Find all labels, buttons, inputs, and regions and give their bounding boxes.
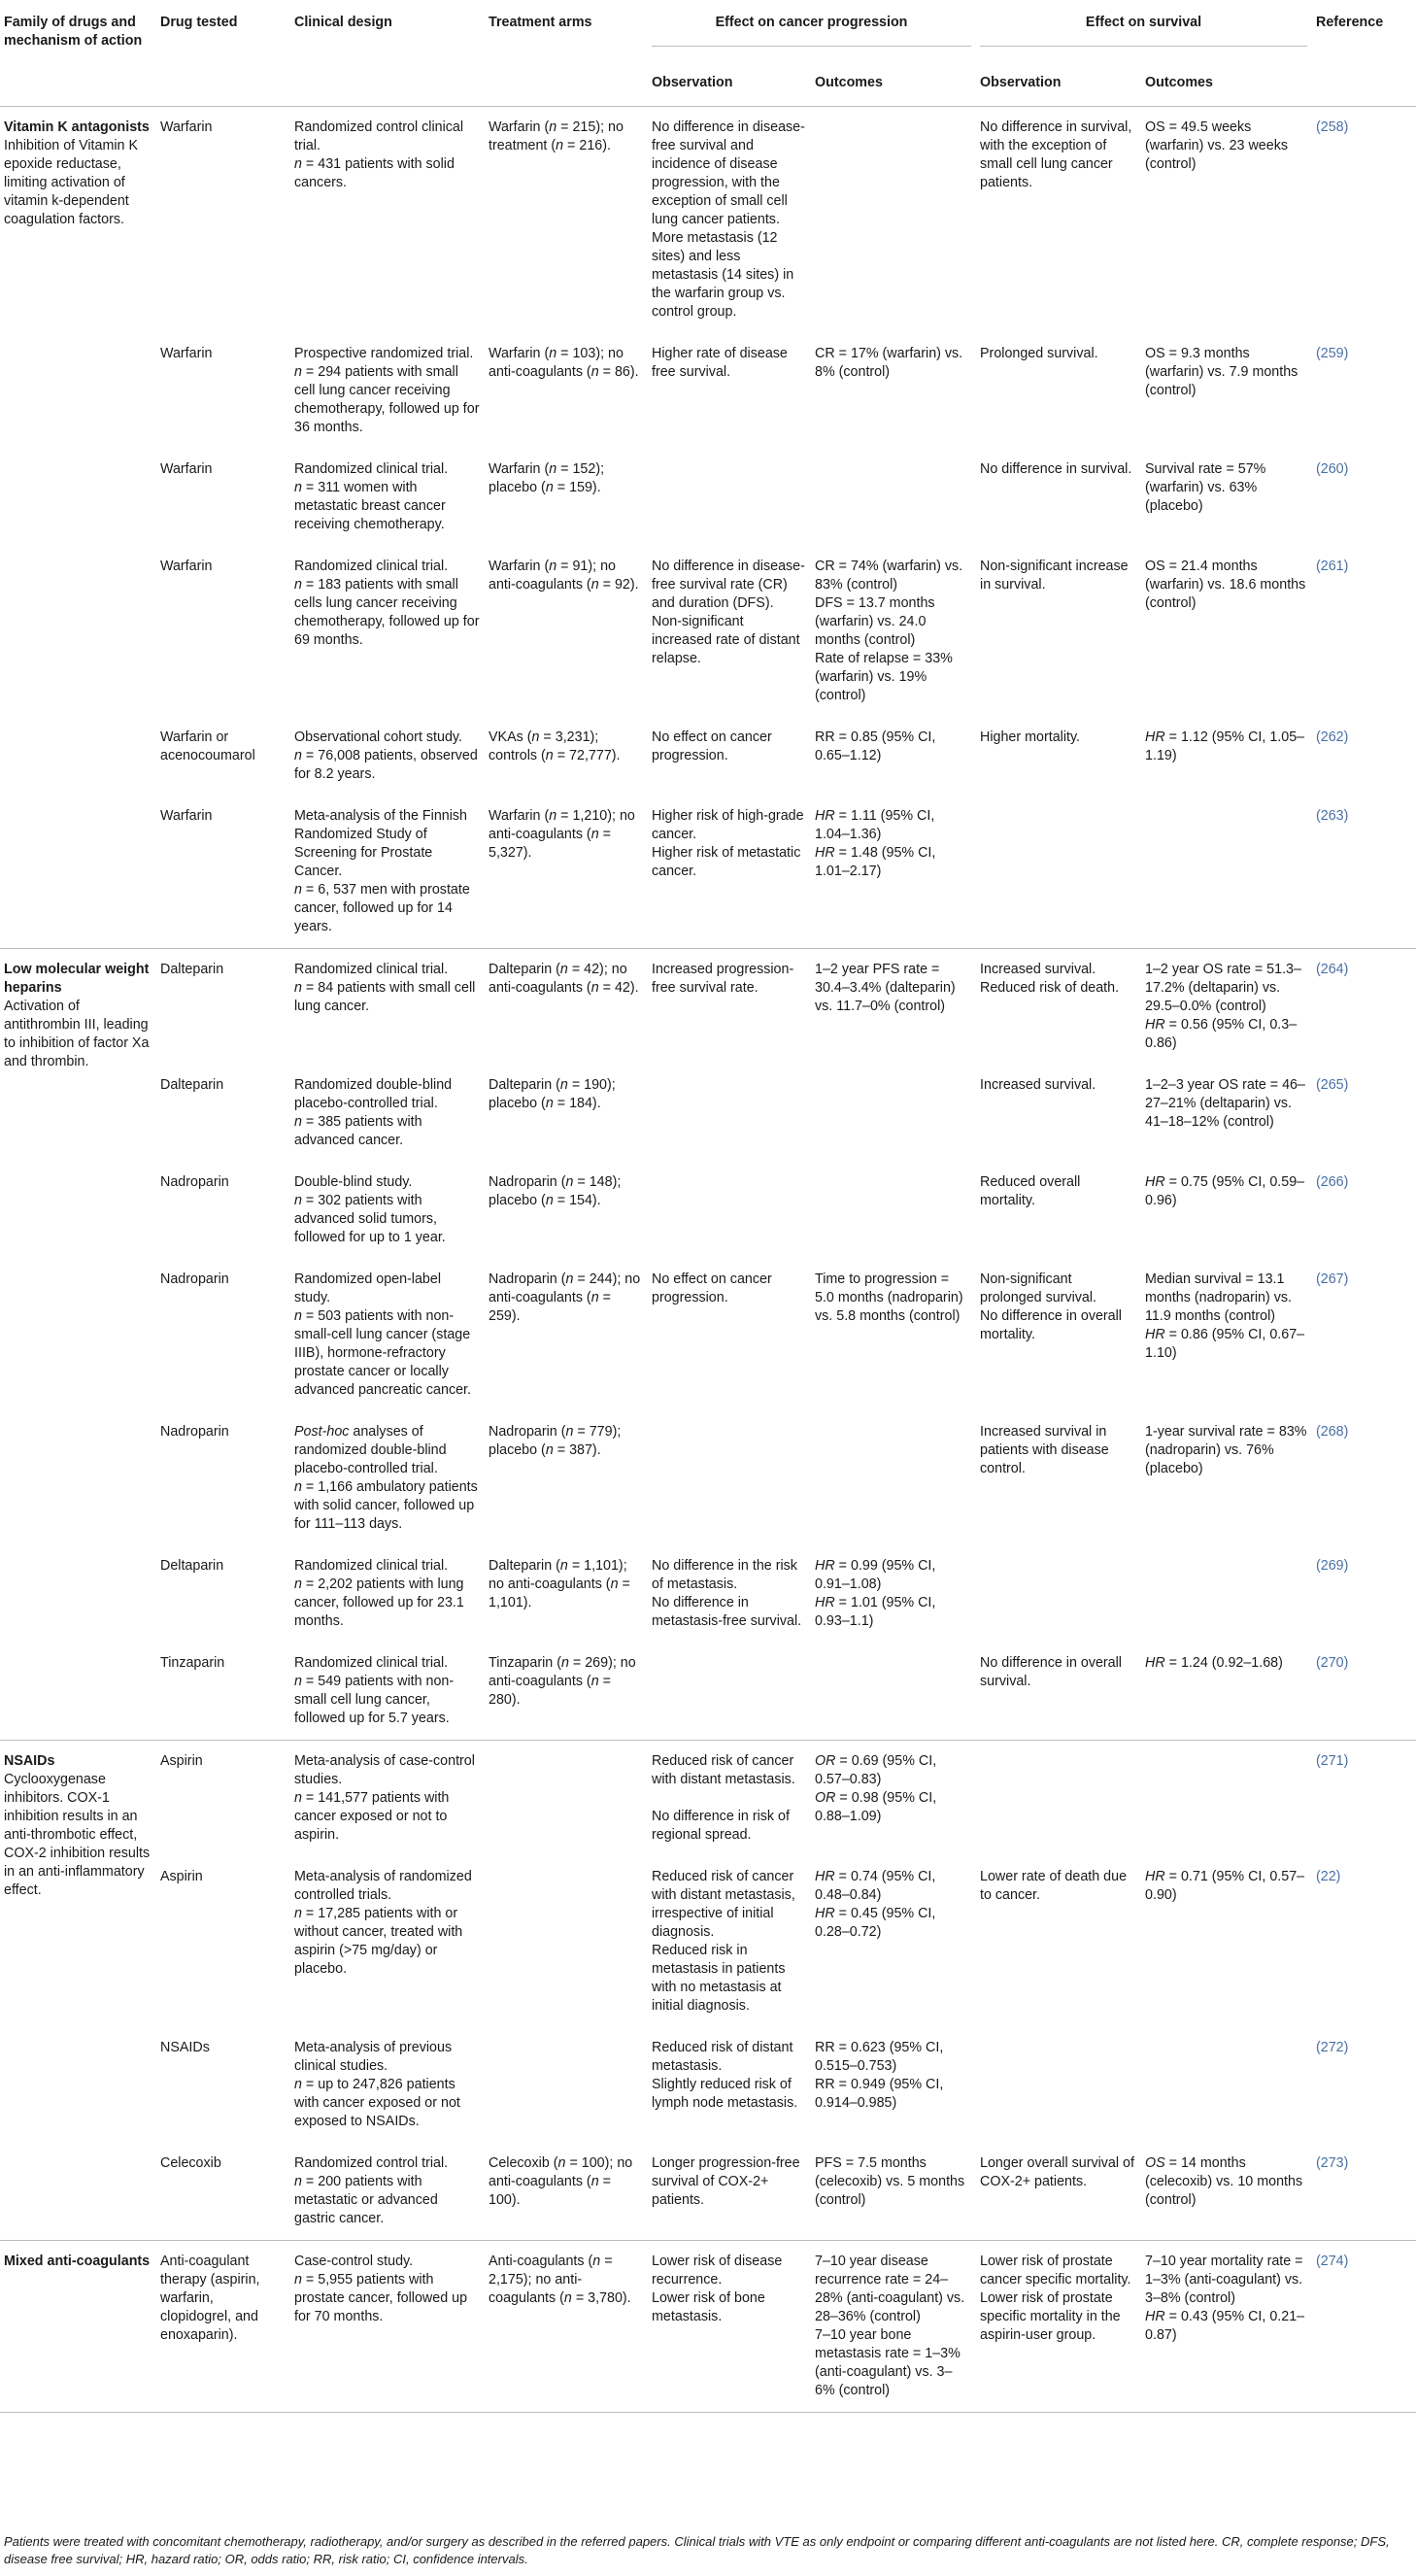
design-cell: Randomized clinical trial. n = 311 women with metastatic breast cancer receiving chemotherapy. — [294, 461, 449, 532]
reference-number[interactable]: (273) — [1316, 2155, 1349, 2171]
header-survival-outcomes: Outcomes — [1145, 60, 1316, 107]
survival-observation-cell — [980, 1545, 1145, 1643]
progression-outcomes-cell: HR = 0.99 (95% CI, 0.91–1.08) HR = 1.01 (95% CI, 0.93–1.1) — [815, 1558, 936, 1629]
survival-outcomes-cell: HR = 1.24 (0.92–1.68) — [1145, 1655, 1283, 1671]
family-cell — [0, 107, 160, 949]
header-progression-observation: Observation — [652, 60, 815, 107]
survival-observation-cell — [980, 796, 1145, 949]
arms-cell — [489, 1856, 652, 2027]
progression-outcomes-cell — [815, 1162, 980, 1259]
survival-observation-cell: No difference in survival. — [980, 461, 1132, 477]
reference-link[interactable] — [1316, 1545, 1416, 1643]
drug-cell: Tinzaparin — [160, 1655, 225, 1671]
reference-link[interactable] — [1316, 1259, 1416, 1411]
design-cell: Randomized double-blind placebo-controlled trial. n = 385 patients with advanced cancer. — [294, 1077, 453, 1148]
survival-observation-cell: Lower risk of prostate cancer specific mortality. Lower risk of prostate specific mortality in the aspirin-user group. — [980, 2241, 1145, 2413]
drug-cell: Aspirin — [160, 1869, 203, 1884]
design-cell: Prospective randomized trial. n = 294 patients with small cell lung cancer receiving chemotherapy, followed up for 36 months. — [294, 346, 480, 435]
progression-outcomes-cell: 1–2 year PFS rate = 30.4–3.4% (dalteparin) vs. 11.7–0% (control) — [815, 949, 980, 1066]
table-body — [0, 107, 1416, 2413]
survival-outcomes-cell: Median survival = 13.1 months (nadroparin) vs. 11.9 months (control) HR = 0.86 (95% CI, 0.67–1.10) — [1145, 1271, 1305, 1361]
family-mechanism: Activation of antithrombin III, leading to inhibition of factor Xa and thrombin. — [4, 999, 150, 1069]
progression-outcomes-cell: OR = 0.69 (95% CI, 0.57–0.83) OR = 0.98 (95% CI, 0.88–1.09) — [815, 1741, 980, 1857]
progression-observation-cell: Lower risk of disease recurrence. Lower risk of bone metastasis. — [652, 2241, 815, 2413]
drug-cell: NSAIDs — [160, 2040, 210, 2055]
drug-cell: Nadroparin — [160, 1174, 229, 1190]
arms-cell: Tinzaparin (n = 269); no anti-coagulants (n = 280). — [489, 1655, 636, 1708]
reference-link[interactable] — [1316, 1065, 1416, 1162]
table-row — [0, 107, 1416, 334]
arms-cell: Dalteparin (n = 42); no anti-coagulants (n = 42). — [489, 949, 652, 1066]
design-cell: Post-hoc analyses of randomized double-blind placebo-controlled trial. n = 1,166 ambulatory patients with solid cancer, followed up for 111–113 days. — [294, 1424, 478, 1532]
reference-link[interactable] — [1316, 796, 1416, 949]
reference-number[interactable]: (260) — [1316, 461, 1349, 477]
survival-outcomes-cell — [1145, 1741, 1316, 1857]
header-design: Clinical design — [294, 0, 489, 107]
progression-outcomes-cell: RR = 0.85 (95% CI, 0.65–1.12) — [815, 729, 936, 763]
reference-number[interactable]: (259) — [1316, 346, 1349, 361]
arms-cell: Nadroparin (n = 148); placebo (n = 154). — [489, 1174, 622, 1208]
survival-outcomes-cell: Survival rate = 57% (warfarin) vs. 63% (placebo) — [1145, 461, 1266, 514]
survival-observation-cell: Increased survival. Reduced risk of death. — [980, 949, 1145, 1066]
design-cell: Randomized clinical trial. n = 2,202 patients with lung cancer, followed up for 23.1 months. — [294, 1558, 464, 1629]
table-row — [0, 1741, 1416, 1857]
design-cell: Case-control study. n = 5,955 patients with prostate cancer, followed up for 70 months. — [294, 2241, 489, 2413]
reference-link[interactable] — [1316, 333, 1416, 449]
design-cell: Randomized clinical trial. n = 84 patients with small cell lung cancer. — [294, 949, 489, 1066]
reference-number[interactable]: (268) — [1316, 1424, 1349, 1440]
design-cell: Meta-analysis of randomized controlled trials. n = 17,285 patients with or without cancer, treated with aspirin (>75 mg/day) or placebo. — [294, 1869, 472, 1977]
survival-observation-cell: Prolonged survival. — [980, 346, 1098, 361]
drug-cell: Warfarin — [160, 808, 213, 824]
progression-observation-cell — [652, 1162, 815, 1259]
arms-cell: Dalteparin (n = 190); placebo (n = 184). — [489, 1077, 616, 1111]
progression-outcomes-cell: Time to progression = 5.0 months (nadroparin) vs. 5.8 months (control) — [815, 1271, 963, 1324]
progression-observation-cell: Reduced risk of cancer with distant metastasis. No difference in risk of regional spread. — [652, 1741, 815, 1857]
table-row — [0, 1643, 1416, 1741]
table-row — [0, 1545, 1416, 1643]
arms-cell: Celecoxib (n = 100); no anti-coagulants (n = 100). — [489, 2155, 633, 2208]
reference-link[interactable] — [1316, 449, 1416, 546]
family-cell — [0, 949, 160, 1741]
design-cell: Randomized control trial. n = 200 patients with metastatic or advanced gastric cancer. — [294, 2155, 449, 2226]
design-cell: Meta-analysis of previous clinical studies. n = up to 247,826 patients with cancer exposed or not exposed to NSAIDs. — [294, 2040, 460, 2129]
family-name: Mixed anti-coagulants — [4, 2254, 151, 2269]
survival-observation-cell: No difference in survival, with the exception of small cell lung cancer patients. — [980, 119, 1132, 190]
arms-cell — [489, 2027, 652, 2143]
survival-observation-cell: Longer overall survival of COX-2+ patients. — [980, 2155, 1134, 2189]
design-cell: Meta-analysis of the Finnish Randomized Study of Screening for Prostate Cancer. n = 6, 537 men with prostate cancer, followed up for 14 years. — [294, 808, 470, 934]
arms-cell: Warfarin (n = 1,210); no anti-coagulants (n = 5,327). — [489, 808, 635, 861]
design-cell: Randomized open-label study. n = 503 patients with non-small-cell lung cancer (stage IIIB), hormone-refractory prostate cancer or locally advanced pancreatic cancer. — [294, 1271, 472, 1398]
design-cell: Observational cohort study. n = 76,008 patients, observed for 8.2 years. — [294, 729, 478, 782]
design-cell: Randomized clinical trial. n = 183 patients with small cells lung cancer receiving chemotherapy, followed up for 69 months. — [294, 559, 480, 648]
survival-observation-cell: Higher mortality. — [980, 729, 1081, 745]
design-cell: Randomized control clinical trial. n = 431 patients with solid cancers. — [294, 119, 464, 190]
drug-cell: Warfarin — [160, 346, 213, 361]
survival-outcomes-cell: 1–2 year OS rate = 51.3–17.2% (deltaparin) vs. 29.5–0.0% (control) HR = 0.56 (95% CI, 0.3–0.86) — [1145, 949, 1316, 1066]
reference-number[interactable]: (265) — [1316, 1077, 1349, 1093]
table-row — [0, 449, 1416, 546]
reference-link[interactable] — [1316, 717, 1416, 796]
reference-number[interactable]: (267) — [1316, 1271, 1349, 1287]
arms-cell: Warfarin (n = 103); no anti-coagulants (n = 86). — [489, 346, 639, 380]
survival-outcomes-cell: HR = 0.75 (95% CI, 0.59–0.96) — [1145, 1174, 1305, 1208]
reference-link[interactable] — [1316, 107, 1416, 334]
survival-outcomes-cell: OS = 21.4 months (warfarin) vs. 18.6 months (control) — [1145, 559, 1306, 611]
header-progression-outcomes: Outcomes — [815, 60, 980, 107]
reference-link[interactable] — [1316, 2027, 1416, 2143]
progression-observation-cell: Longer progression-free survival of COX-2+ patients. — [652, 2155, 800, 2208]
progression-outcomes-cell: 7–10 year disease recurrence rate = 24–28% (anti-coagulant) vs. 28–36% (control) 7–10 year bone metastasis rate = 1–3% (anti-coagulant) vs. 3–6% (control) — [815, 2241, 980, 2413]
survival-observation-cell: Increased survival. — [980, 1077, 1096, 1093]
survival-outcomes-cell: 1–2–3 year OS rate = 46–27–21% (deltaparin) vs. 41–18–12% (control) — [1145, 1077, 1305, 1130]
header-survival: Effect on survival — [980, 0, 1316, 60]
progression-observation-cell — [652, 1065, 815, 1162]
progression-observation-cell: No effect on cancer progression. — [652, 1271, 772, 1305]
reference-number[interactable]: (270) — [1316, 1655, 1349, 1671]
survival-observation-cell: Non-significant prolonged survival. No difference in overall mortality. — [980, 1271, 1122, 1342]
family-mechanism: Cyclooxygenase inhibitors. COX-1 inhibition results in an anti-thrombotic effect, COX-2 inhibition results in an anti-inflammatory effect. — [4, 1772, 151, 1898]
progression-outcomes-cell: HR = 0.74 (95% CI, 0.48–0.84) HR = 0.45 (95% CI, 0.28–0.72) — [815, 1869, 936, 1940]
arms-cell: Nadroparin (n = 779); placebo (n = 387). — [489, 1424, 622, 1458]
table-row — [0, 2027, 1416, 2143]
progression-outcomes-cell: CR = 17% (warfarin) vs. 8% (control) — [815, 346, 963, 380]
progression-observation-cell: No difference in disease-free survival and incidence of disease progression, with the exception of small cell lung cancer patients. More metastasis (12 sites) and less metastasis (14 sites) in the warfarin group vs. control group. — [652, 119, 805, 320]
design-cell: Meta-analysis of case-control studies. n = 141,577 patients with cancer exposed or not to aspirin. — [294, 1741, 489, 1857]
reference-number[interactable]: (269) — [1316, 1558, 1349, 1574]
survival-outcomes-cell — [1145, 2027, 1316, 2143]
progression-observation-cell: No difference in the risk of metastasis. No difference in metastasis-free survival. — [652, 1558, 802, 1629]
arms-cell: Dalteparin (n = 1,101); no anti-coagulants (n = 1,101). — [489, 1558, 630, 1610]
family-mechanism: Inhibition of Vitamin K epoxide reductase, limiting activation of vitamin k-dependent coagulation factors. — [4, 138, 139, 227]
drug-cell: Nadroparin — [160, 1424, 229, 1440]
arms-cell: Anti-coagulants (n = 2,175); no anti-coagulants (n = 3,780). — [489, 2241, 652, 2413]
table-row — [0, 1065, 1416, 1162]
table-row — [0, 1259, 1416, 1411]
header-reference: Reference — [1316, 0, 1416, 107]
table-row — [0, 1162, 1416, 1259]
drug-cell: Warfarin — [160, 461, 213, 477]
progression-observation-cell: Higher rate of disease free survival. — [652, 346, 788, 380]
survival-observation-cell: Lower rate of death due to cancer. — [980, 1869, 1128, 1903]
header-arms: Treatment arms — [489, 0, 652, 107]
arms-cell: Warfarin (n = 91); no anti-coagulants (n = 92). — [489, 559, 639, 593]
family-name: NSAIDs — [4, 1753, 55, 1769]
reference-number[interactable]: (263) — [1316, 808, 1349, 824]
drug-cell: Anti-coagulant therapy (aspirin, warfarin, clopidogrel, and enoxaparin). — [160, 2241, 294, 2413]
drug-cell: Warfarin or acenocoumarol — [160, 729, 255, 763]
survival-outcomes-cell: OS = 49.5 weeks (warfarin) vs. 23 weeks (control) — [1145, 119, 1288, 172]
design-cell: Double-blind study. n = 302 patients with advanced solid tumors, followed for up to 1 year. — [294, 1174, 446, 1245]
reference-number[interactable]: (22) — [1316, 1869, 1341, 1884]
table-row — [0, 546, 1416, 717]
reference-link[interactable] — [1316, 1741, 1416, 1857]
drug-cell: Nadroparin — [160, 1271, 229, 1287]
drug-cell: Warfarin — [160, 559, 213, 574]
reference-link[interactable] — [1316, 2143, 1416, 2241]
drug-cell: Celecoxib — [160, 2155, 221, 2171]
design-cell: Randomized clinical trial. n = 549 patients with non-small cell lung cancer, followed up for 5.7 years. — [294, 1655, 455, 1726]
progression-observation-cell — [652, 449, 815, 546]
progression-outcomes-cell: RR = 0.623 (95% CI, 0.515–0.753) RR = 0.949 (95% CI, 0.914–0.985) — [815, 2040, 944, 2111]
survival-observation-cell: No difference in overall survival. — [980, 1655, 1122, 1689]
arms-cell: VKAs (n = 3,231); controls (n = 72,777). — [489, 729, 621, 763]
survival-outcomes-cell: HR = 1.12 (95% CI, 1.05–1.19) — [1145, 729, 1305, 763]
survival-observation-cell: Increased survival in patients with disease control. — [980, 1424, 1109, 1476]
reference-link[interactable] — [1316, 2241, 1416, 2413]
survival-outcomes-cell — [1145, 796, 1316, 949]
progression-outcomes-cell: PFS = 7.5 months (celecoxib) vs. 5 months (control) — [815, 2155, 965, 2208]
survival-outcomes-cell — [1145, 1545, 1316, 1643]
reference-number[interactable]: (262) — [1316, 729, 1349, 745]
table-row — [0, 333, 1416, 449]
progression-observation-cell: No difference in disease-free survival rate (CR) and duration (DFS). Non-significant increased rate of distant relapse. — [652, 559, 805, 666]
progression-outcomes-cell — [815, 449, 980, 546]
reference-number[interactable]: (258) — [1316, 119, 1349, 135]
arms-cell: Nadroparin (n = 244); no anti-coagulants (n = 259). — [489, 1271, 641, 1324]
table-footnote: Patients were treated with concomitant chemotherapy, radiotherapy, and/or surgery as described in the referred papers. Clinical trials with VTE as only endpoint or comparing different anti-coagulants are not listed here. CR, complete response; DFS, disease free survival; HR, hazard ratio; OR, odds ratio; RR, risk ratio; CI, confidence intervals. — [4, 2534, 1390, 2566]
progression-outcomes-cell — [815, 107, 980, 334]
header-family: Family of drugs and mechanism of action — [0, 0, 160, 107]
table-row — [0, 949, 1416, 1066]
progression-observation-cell — [652, 1411, 815, 1545]
drug-cell: Warfarin — [160, 119, 213, 135]
reference-link[interactable] — [1316, 1411, 1416, 1545]
progression-outcomes-cell — [815, 1643, 980, 1741]
header-survival-observation: Observation — [980, 60, 1145, 107]
header-progression: Effect on cancer progression — [652, 0, 980, 60]
survival-outcomes-cell: HR = 0.71 (95% CI, 0.57–0.90) — [1145, 1869, 1305, 1903]
progression-observation-cell: Higher risk of high-grade cancer. Higher risk of metastatic cancer. — [652, 808, 804, 879]
survival-outcomes-cell: 7–10 year mortality rate = 1–3% (anti-coagulant) vs. 3–8% (control) HR = 0.43 (95% CI, 0.21–0.87) — [1145, 2241, 1316, 2413]
table-row — [0, 1856, 1416, 2027]
arms-cell: Warfarin (n = 152); placebo (n = 159). — [489, 461, 605, 495]
reference-number[interactable]: (271) — [1316, 1753, 1349, 1769]
table-row — [0, 717, 1416, 796]
header-drug: Drug tested — [160, 0, 294, 107]
arms-cell: Warfarin (n = 215); no treatment (n = 216). — [489, 119, 624, 153]
arms-cell — [489, 1741, 652, 1857]
reference-link[interactable] — [1316, 1856, 1416, 2027]
reference-link[interactable] — [1316, 546, 1416, 717]
drug-cell: Deltaparin — [160, 1558, 224, 1574]
survival-outcomes-cell: 1-year survival rate = 83% (nadroparin) vs. 76% (placebo) — [1145, 1424, 1307, 1476]
progression-outcomes-cell — [815, 1065, 980, 1162]
table-row — [0, 2241, 1416, 2413]
reference-link[interactable] — [1316, 1162, 1416, 1259]
reference-number[interactable]: (274) — [1316, 2254, 1349, 2269]
progression-outcomes-cell: HR = 1.11 (95% CI, 1.04–1.36) HR = 1.48 (95% CI, 1.01–2.17) — [815, 808, 936, 879]
survival-observation-cell — [980, 1741, 1145, 1857]
reference-number[interactable]: (264) — [1316, 962, 1349, 977]
survival-observation-cell: Non-significant increase in survival. — [980, 559, 1129, 593]
survival-observation-cell — [980, 2027, 1145, 2143]
family-name: Low molecular weight heparins — [4, 962, 150, 996]
family-name: Vitamin K antagonists — [4, 119, 150, 135]
drug-cell: Dalteparin — [160, 1077, 224, 1093]
drug-cell: Aspirin — [160, 1741, 294, 1857]
progression-observation-cell: Increased progression-free survival rate. — [652, 949, 815, 1066]
survival-outcomes-cell: OS = 14 months (celecoxib) vs. 10 months (control) — [1145, 2155, 1303, 2208]
reference-number[interactable]: (272) — [1316, 2040, 1349, 2055]
progression-observation-cell — [652, 1643, 815, 1741]
progression-outcomes-cell — [815, 1411, 980, 1545]
table-row — [0, 796, 1416, 949]
reference-number[interactable]: (266) — [1316, 1174, 1349, 1190]
progression-observation-cell: Reduced risk of cancer with distant metastasis, irrespective of initial diagnosis. Reduced risk in metastasis in patients with no metastasis at initial diagnosis. — [652, 1869, 795, 2014]
family-cell — [0, 2241, 160, 2413]
reference-number[interactable]: (261) — [1316, 559, 1349, 574]
survival-outcomes-cell: OS = 9.3 months (warfarin) vs. 7.9 months (control) — [1145, 346, 1298, 398]
progression-outcomes-cell: CR = 74% (warfarin) vs. 83% (control) DFS = 13.7 months (warfarin) vs. 24.0 months (control) Rate of relapse = 33% (warfarin) vs. 19% (control) — [815, 559, 963, 703]
table-row — [0, 1411, 1416, 1545]
reference-link[interactable] — [1316, 949, 1416, 1066]
progression-observation-cell: Reduced risk of distant metastasis. Slightly reduced risk of lymph node metastasis. — [652, 2040, 798, 2111]
drug-cell: Dalteparin — [160, 949, 294, 1066]
reference-link[interactable] — [1316, 1643, 1416, 1741]
table-header — [0, 0, 1416, 107]
family-cell — [0, 1741, 160, 2241]
progression-observation-cell: No effect on cancer progression. — [652, 729, 772, 763]
table-row — [0, 2143, 1416, 2241]
survival-observation-cell: Reduced overall mortality. — [980, 1174, 1081, 1208]
